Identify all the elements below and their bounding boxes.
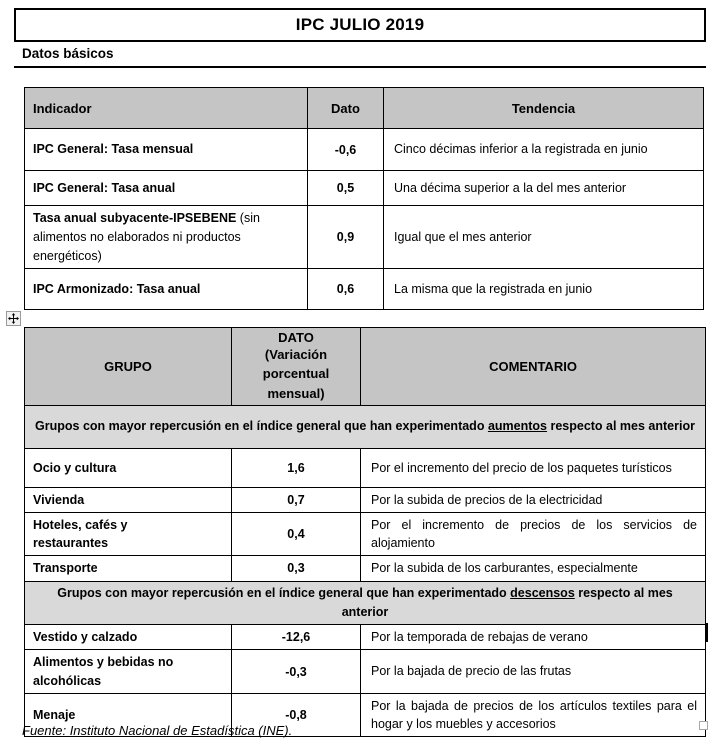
table-row — [25, 488, 706, 513]
header-tendencia: Tendencia — [384, 88, 704, 129]
table-row — [25, 269, 704, 310]
table-row — [25, 513, 706, 556]
section-banner-aumentos — [25, 406, 706, 449]
section-heading — [14, 44, 706, 68]
section-heading-text: Datos básicos — [22, 46, 114, 61]
table-row — [25, 556, 706, 581]
indicator-cell — [25, 269, 308, 310]
value-cell: -0,6 — [308, 129, 384, 171]
banner-suffix: respecto al mes anterior — [341, 585, 673, 619]
header-grupo: GRUPO — [25, 328, 232, 406]
value-cell: 0,4 — [232, 513, 361, 556]
group-cell: Vestido y calzado — [25, 625, 232, 650]
value-cell: 0,9 — [308, 206, 384, 269]
header-dato: Dato — [308, 88, 384, 129]
basic-table-header-row — [25, 88, 704, 129]
header-dato-variacion — [232, 328, 361, 406]
table-row — [25, 625, 706, 650]
value-cell: 0,3 — [232, 556, 361, 581]
table-resize-handle[interactable] — [699, 721, 708, 730]
banner-prefix: Grupos con mayor repercusión en el índice general que han experimentado — [35, 419, 488, 434]
value-cell: 0,5 — [308, 171, 384, 206]
table-row — [25, 171, 704, 206]
basic-data-table — [24, 87, 704, 310]
page-title — [14, 8, 706, 42]
indicator-subtext: (sin alimentos no elaborados ni productos energéticos) — [33, 211, 260, 263]
trend-cell: Cinco décimas inferior a la registrada en junio — [384, 129, 704, 171]
comment-cell: Por la subida de precios de la electricidad — [361, 488, 706, 513]
groups-table — [24, 327, 706, 737]
move-cross-icon — [8, 313, 19, 324]
banner-underlined-word: aumentos — [487, 419, 547, 434]
header-dato-line1: DATO — [278, 329, 314, 345]
banner-cell — [25, 406, 706, 449]
indicator-text: Tasa anual subyacente-IPSEBENE — [33, 211, 237, 225]
table-row — [25, 650, 706, 693]
section-banner-descensos — [25, 581, 706, 625]
comment-cell: Por el incremento del precio de los paquetes turísticos — [361, 449, 706, 488]
banner-prefix: Grupos con mayor repercusión en el índice general que han experimentado — [57, 585, 511, 600]
indicator-text: IPC Armonizado: Tasa anual — [33, 281, 201, 296]
banner-cell — [25, 581, 706, 625]
indicator-cell — [25, 206, 308, 269]
table-move-handle[interactable] — [6, 311, 21, 326]
value-cell: -0,8 — [232, 693, 361, 736]
comment-cell: Por el incremento de precios de los servicios de alojamiento — [361, 513, 706, 556]
comment-cell: Por la subida de los carburantes, especialmente — [361, 556, 706, 581]
trend-cell: La misma que la registrada en junio — [384, 269, 704, 310]
group-cell: Alimentos y bebidas no alcohólicas — [25, 650, 232, 693]
value-cell: -0,3 — [232, 650, 361, 693]
value-cell: 0,6 — [308, 269, 384, 310]
value-cell: 0,7 — [232, 488, 361, 513]
comment-cell: Por la bajada de precios de los artículos textiles para el hogar y los muebles y accesorios — [361, 693, 706, 736]
value-cell: 1,6 — [232, 449, 361, 488]
banner-underlined-word: descensos — [510, 585, 575, 600]
comment-cell: Por la bajada de precio de las frutas — [361, 650, 706, 693]
trend-cell: Igual que el mes anterior — [384, 206, 704, 269]
header-comentario: COMENTARIO — [361, 328, 706, 406]
comment-cell: Por la temporada de rebajas de verano — [361, 625, 706, 650]
page-title-text: IPC JULIO 2019 — [295, 15, 425, 34]
group-cell: Menaje — [25, 693, 232, 736]
indicator-text: IPC General: Tasa anual — [33, 180, 176, 195]
header-indicador: Indicador — [25, 88, 308, 129]
table-row — [25, 449, 706, 488]
group-cell: Ocio y cultura — [25, 449, 232, 488]
source-note: Fuente: Instituto Nacional de Estadística (INE). — [22, 723, 293, 738]
text-cursor-artifact — [706, 623, 708, 642]
banner-suffix: respecto al mes anterior — [546, 419, 695, 434]
value-cell: -12,6 — [232, 625, 361, 650]
table-row — [25, 206, 704, 269]
trend-cell: Una décima superior a la del mes anterior — [384, 171, 704, 206]
group-cell: Transporte — [25, 556, 232, 581]
table-row — [25, 129, 704, 171]
group-cell: Hoteles, cafés y restaurantes — [25, 513, 232, 556]
indicator-text: IPC General: Tasa mensual — [33, 142, 194, 157]
indicator-cell — [25, 171, 308, 206]
groups-table-header-row — [25, 328, 706, 406]
indicator-cell — [25, 129, 308, 171]
header-dato-line2: (Variación porcentual mensual) — [262, 346, 330, 401]
group-cell: Vivienda — [25, 488, 232, 513]
